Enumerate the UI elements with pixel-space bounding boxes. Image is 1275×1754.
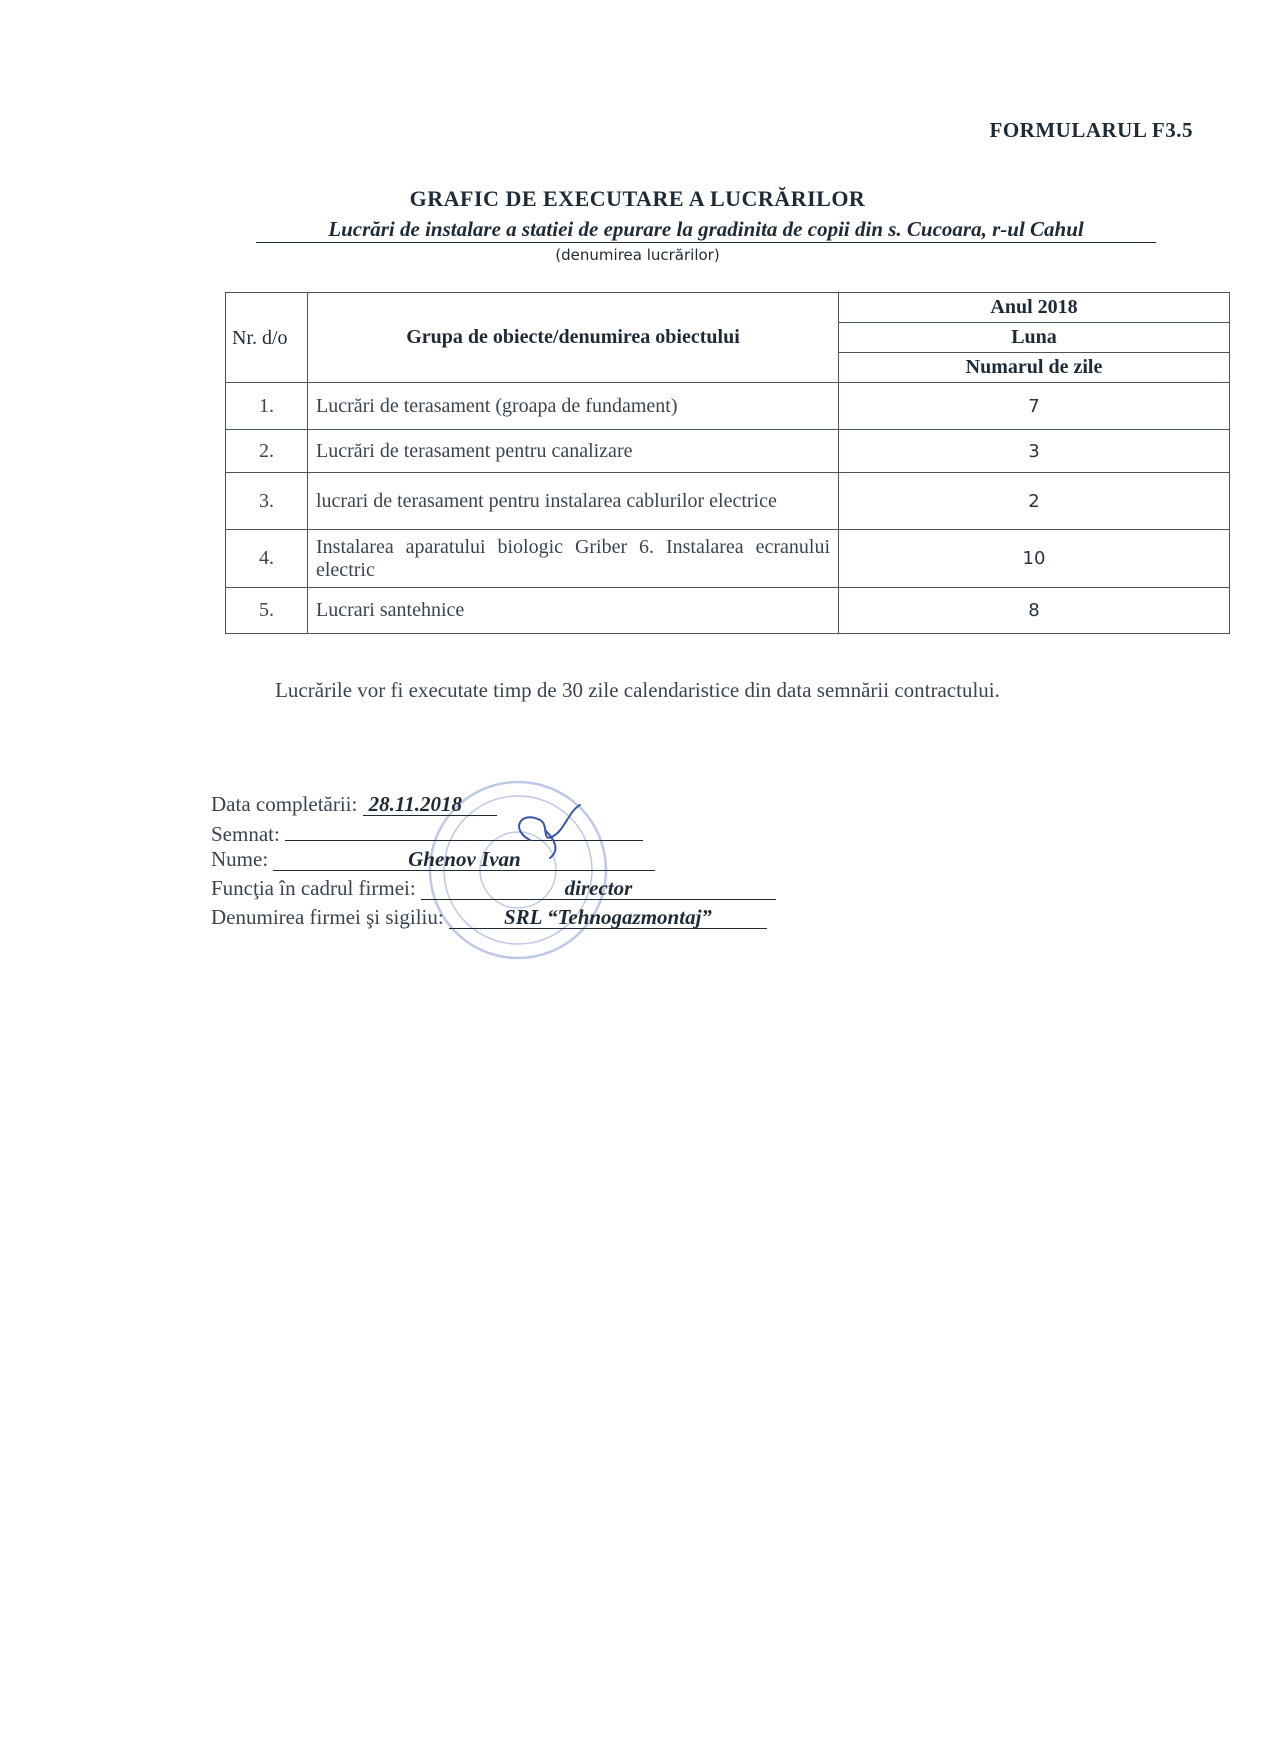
row-days: 8 — [839, 588, 1230, 634]
form-code: FORMULARUL F3.5 — [989, 118, 1193, 142]
row-number: 4. — [226, 530, 308, 588]
function-line — [211, 876, 776, 900]
header-group: Grupa de obiecte/denumirea obiectului — [308, 293, 839, 383]
row-number: 1. — [226, 383, 308, 430]
function-value: director — [421, 877, 776, 900]
row-number: 2. — [226, 430, 308, 473]
row-days: 2 — [839, 473, 1230, 530]
date-line — [211, 792, 497, 816]
row-number: 3. — [226, 473, 308, 530]
row-days: 10 — [839, 530, 1230, 588]
date-label: Data completării: — [211, 792, 358, 816]
header-year: Anul 2018 — [839, 293, 1230, 323]
row-name: Lucrări de terasament pentru canalizare — [308, 430, 839, 473]
signed-label: Semnat: — [211, 822, 280, 846]
date-value: 28.11.2018 — [363, 793, 497, 816]
header-month: Luna — [839, 323, 1230, 353]
table-row — [226, 473, 1230, 530]
header-nr: Nr. d/o — [226, 293, 308, 383]
name-label: Nume: — [211, 847, 269, 871]
works-name-caption: (denumirea lucrărilor) — [555, 246, 720, 264]
function-label: Funcţia în cadrul firmei: — [211, 876, 416, 900]
row-number: 5. — [226, 588, 308, 634]
works-schedule-table — [225, 292, 1230, 634]
header-days: Numarul de zile — [839, 353, 1230, 383]
name-value: Ghenov Ivan — [273, 848, 655, 871]
row-name: Lucrari santehnice — [308, 588, 839, 634]
row-days: 7 — [839, 383, 1230, 430]
row-days: 3 — [839, 430, 1230, 473]
table-row — [226, 588, 1230, 634]
row-name: Instalarea aparatului biologic Griber 6. Instalarea ecranului electric — [308, 530, 839, 588]
company-line — [211, 905, 767, 929]
row-name: lucrari de terasament pentru instalarea cablurilor electrice — [308, 473, 839, 530]
document-title: GRAFIC DE EXECUTARE A LUCRĂRILOR — [409, 186, 866, 211]
company-value: SRL “Tehnogazmontaj” — [449, 906, 767, 929]
table-row — [226, 383, 1230, 430]
row-name: Lucrări de terasament (groapa de fundament) — [308, 383, 839, 430]
company-label: Denumirea firmei şi sigiliu: — [211, 905, 444, 929]
table-row — [226, 530, 1230, 588]
execution-note: Lucrările vor fi executate timp de 30 zile calendaristice din data semnării contractului. — [275, 678, 1000, 702]
works-name: Lucrări de instalare a statiei de epurare la gradinita de copii din s. Cucoara, r-ul Cahul — [256, 216, 1156, 243]
signature-icon — [500, 800, 590, 860]
table-row — [226, 430, 1230, 473]
